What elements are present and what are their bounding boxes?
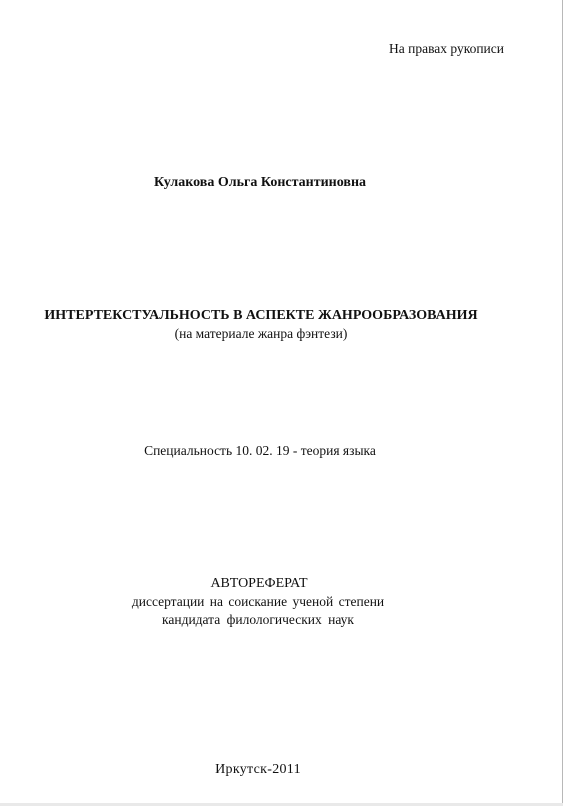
document-description-line-2: кандидата филологических наук bbox=[162, 612, 354, 627]
document-description-line-1: диссертации на соискание ученой степени bbox=[131, 594, 385, 609]
rights-note: На правах рукописи bbox=[388, 41, 504, 56]
author-name: Кулакова Ольга Константиновна bbox=[153, 175, 367, 190]
dissertation-title: ИНТЕРТЕКСТУАЛЬНОСТЬ В АСПЕКТЕ ЖАНРООБРАЗОВАНИЯ bbox=[44, 308, 478, 323]
city-year: Иркутск-2011 bbox=[215, 762, 301, 777]
document-type-heading: АВТОРЕФЕРАТ bbox=[210, 576, 308, 591]
dissertation-subtitle: (на материале жанра фэнтези) bbox=[174, 326, 348, 341]
specialty-line: Специальность 10. 02. 19 - теория языка bbox=[144, 443, 376, 458]
